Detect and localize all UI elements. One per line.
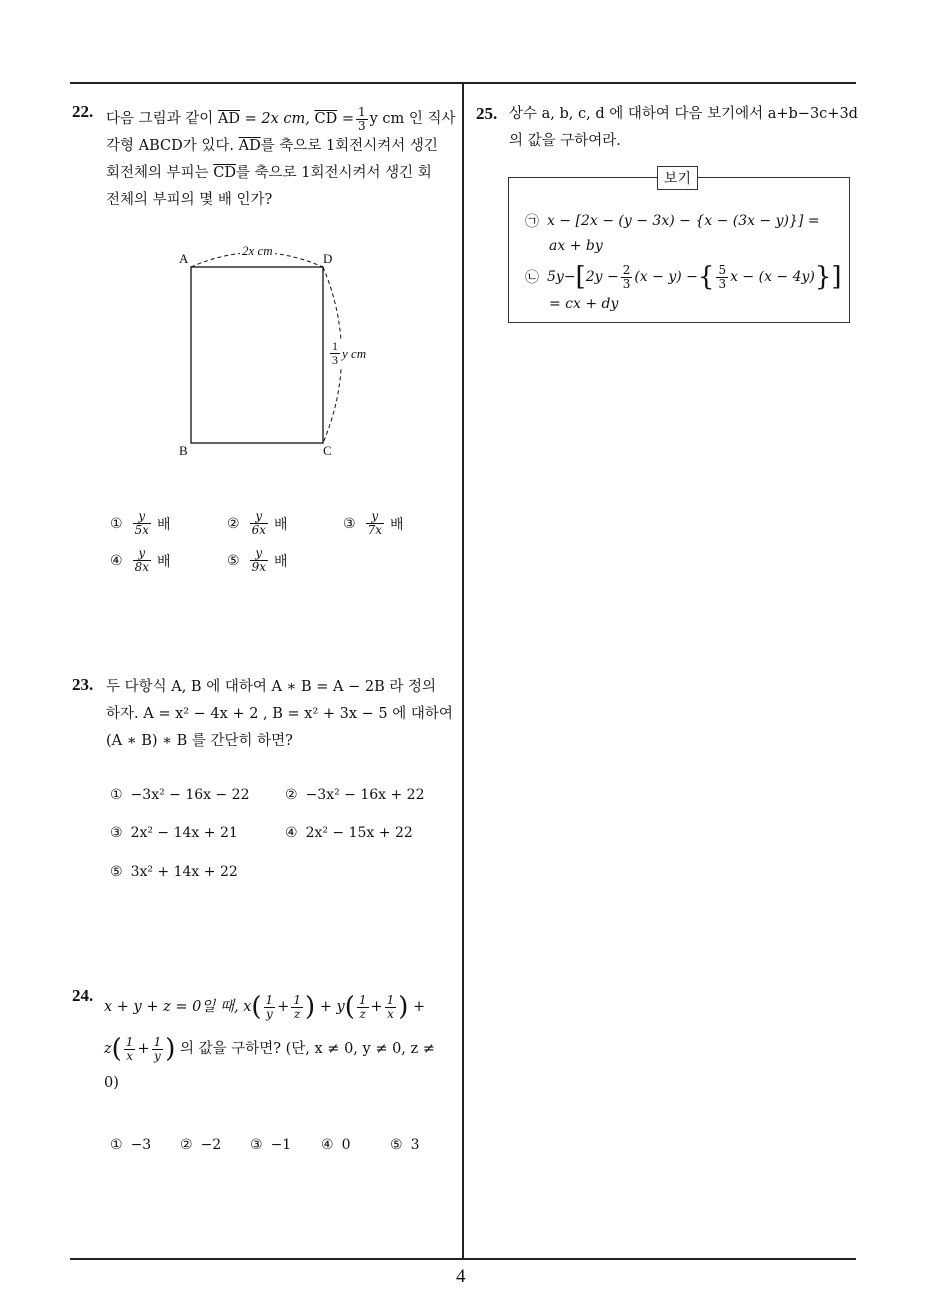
bogi-item-1-line-2: ax + by xyxy=(549,238,603,254)
rectangle-abcd xyxy=(191,267,323,443)
bogi-item-1-line-1: ㉠ x − [2x − (y − 3x) − {x − (3x − y)}] = xyxy=(525,213,820,230)
fraction-one-third: $\frac{1}{3}$ xyxy=(357,105,366,133)
q22-choice-2[interactable]: ② $\frac{y}{6x}$ 배 xyxy=(227,509,288,537)
q24-choice-2[interactable]: ② −2 xyxy=(180,1137,222,1153)
q23-choice-2[interactable]: ② −3x² − 16x + 22 xyxy=(285,787,425,803)
q24-choice-1[interactable]: ① −3 xyxy=(110,1137,152,1153)
page-number: 4 xyxy=(456,1266,466,1287)
segment-ad: $\overline{AD}$ xyxy=(217,111,240,127)
question-24-number: 24. xyxy=(72,986,94,1005)
bottom-rule xyxy=(70,1258,856,1260)
question-22-text: 다음 그림과 같이 $\overline{AD}$ = 2x cm, $\overline{CD}$ = $\frac{1}{3}$ y cm 인 직사 각형 ABCD가 있다. $\overline{AD}$를 축으로 1회전시켜서 생긴 회전체의 부피는 $\overline{CD}$를 축으로 1회전시켜서 생긴 회 전체의 부피의 몇 배 인가? xyxy=(106,105,456,208)
q23-choice-3[interactable]: ③ 2x² − 14x + 21 xyxy=(110,825,238,841)
label-a: A xyxy=(179,251,189,266)
bogi-item-2-line-1: ㉡ 5y− [ 2y − $\frac{2}{3}$ (x − y) − { $\frac{5}{3}$ x − (x − 4y) }] xyxy=(525,262,842,292)
q23-choice-5[interactable]: ⑤ 3x² + 14x + 22 xyxy=(110,864,238,880)
question-25-text: 상수 a, b, c, d 에 대하여 다음 보기에서 a+b−3c+3d 의 값을 구하여라. xyxy=(509,106,858,149)
question-25-number: 25. xyxy=(476,104,498,123)
q23-choice-4[interactable]: ④ 2x² − 15x + 22 xyxy=(285,825,413,841)
q24-choice-5[interactable]: ⑤ 3 xyxy=(390,1137,420,1153)
q22-choice-4[interactable]: ④ $\frac{y}{8x}$ 배 xyxy=(110,546,171,574)
question-22-number: 22. xyxy=(72,102,94,121)
bogi-item-2-line-2: = cx + dy xyxy=(549,296,619,312)
label-side-length: $\frac{1}{3}$ y cm xyxy=(328,340,366,367)
label-c: C xyxy=(323,443,332,458)
bogi-title: 보기 xyxy=(657,166,698,190)
question-23-text: 두 다항식 A, B 에 대하여 A ∗ B = A − 2B 라 정의 하자. A = x² − 4x + 2 , B = x² + 3x − 5 에 대하여 (A ∗ B) ∗ B 를 간단히 하면? xyxy=(106,679,453,749)
segment-cd: $\overline{CD}$ xyxy=(314,111,338,127)
q24-choice-4[interactable]: ④ 0 xyxy=(321,1137,351,1153)
q23-choice-1[interactable]: ① −3x² − 16x − 22 xyxy=(110,787,250,803)
q22-choice-5[interactable]: ⑤ $\frac{y}{9x}$ 배 xyxy=(227,546,288,574)
question-23-number: 23. xyxy=(72,675,94,694)
q22-choice-3[interactable]: ③ $\frac{y}{7x}$ 배 xyxy=(343,509,404,537)
label-top-length: 2x cm xyxy=(242,243,273,258)
q22-choice-1[interactable]: ① $\frac{y}{5x}$ 배 xyxy=(110,509,171,537)
q24-choice-3[interactable]: ③ −1 xyxy=(250,1137,292,1153)
question-24-text: x + y + z = 0일 때, x ( $\frac{1}{y}$ + $\frac{1}{z}$ ) + y ( $\frac{1}{z}$ + $\frac{1}{x}$ ) + z ( $\frac{1}{x}$ + $\frac{1}{y}$ ) 의 값을 구하면? (단, x ≠ 0, y ≠ 0, z ≠ 0) xyxy=(104,991,435,1091)
column-divider xyxy=(462,82,464,1260)
label-d: D xyxy=(323,251,333,266)
label-b: B xyxy=(179,443,188,458)
